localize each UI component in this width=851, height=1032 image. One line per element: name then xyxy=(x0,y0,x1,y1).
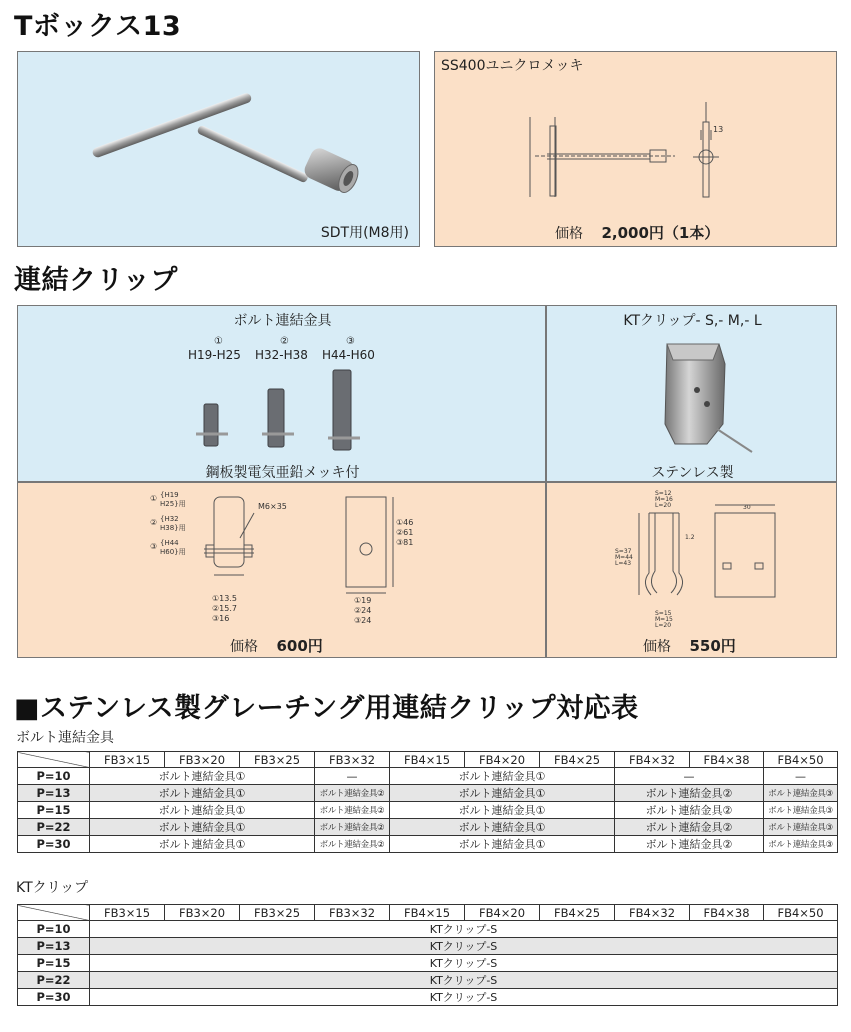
table-cell: ボルト連結金具② xyxy=(315,802,390,819)
bolt-dwg-d3: ③16 xyxy=(212,614,230,623)
tbox-material: SS400ユニクロメッキ xyxy=(441,58,584,74)
col-header: FB4×15 xyxy=(390,752,465,768)
bolt-dwg-h19: {H19 xyxy=(160,491,179,499)
bolt-dwg-d2: ②15.7 xyxy=(212,604,237,613)
row-label: P=10 xyxy=(18,768,90,785)
bolt-dwg-n1: ① xyxy=(150,494,158,503)
table-row xyxy=(18,785,838,802)
bolt-dwg-d1: ①13.5 xyxy=(212,594,237,603)
table-cell: ボルト連結金具② xyxy=(315,836,390,853)
table-cell: ボルト連結金具③ xyxy=(764,836,838,853)
table-cell: ボルト連結金具① xyxy=(90,836,315,853)
bolt-num-3: ③ xyxy=(346,336,355,347)
table-cell: ボルト連結金具① xyxy=(90,802,315,819)
bolt-price-value: 600円 xyxy=(276,637,323,655)
table-cell: KTクリップ-S xyxy=(90,955,838,972)
bolt-title: ボルト連結金具 xyxy=(233,313,332,329)
kt-finish: ステンレス製 xyxy=(651,465,734,481)
section-title-table: ■ステンレス製グレーチング用連結クリップ対応表 xyxy=(14,693,639,724)
table-cell: ボルト連結金具② xyxy=(615,836,764,853)
bolt-price-label: 価格 xyxy=(230,639,258,655)
section-title-clip: 連結クリップ xyxy=(14,265,178,296)
bolt-table-header xyxy=(18,752,838,768)
kt-dwg-s12: S=12 xyxy=(655,490,672,497)
kt-dwg-w30: 30 xyxy=(743,504,751,511)
table-corner xyxy=(18,905,90,921)
tbox-price xyxy=(555,222,719,243)
bolt-range-1: H19-H25 xyxy=(188,348,241,362)
tbox-spec-panel xyxy=(434,51,837,247)
table-row xyxy=(18,768,838,785)
row-label: P=10 xyxy=(18,921,90,938)
kt-dwg-l20: L=20 xyxy=(655,502,672,509)
tbox-price-label: 価格 xyxy=(555,226,583,242)
col-header: FB4×38 xyxy=(690,905,764,921)
bolt-dwg-h25: H25}用 xyxy=(160,500,186,508)
kt-drawing-panel xyxy=(546,482,837,658)
row-label: P=22 xyxy=(18,972,90,989)
col-header: FB3×20 xyxy=(165,905,240,921)
table-row xyxy=(18,802,838,819)
tbox-photo-caption: SDT用(M8用) xyxy=(320,225,409,241)
table-cell: ボルト連結金具① xyxy=(90,785,315,802)
table-corner xyxy=(18,752,90,768)
col-header: FB4×25 xyxy=(540,905,615,921)
table-row xyxy=(18,989,838,1006)
col-header: FB3×25 xyxy=(240,905,315,921)
table-cell: — xyxy=(615,768,764,785)
table-cell: — xyxy=(764,768,838,785)
table-cell: KTクリップ-S xyxy=(90,938,838,955)
t-wrench-image xyxy=(18,52,419,246)
bolt-finish: 鋼板製電気亜鉛メッキ付 xyxy=(205,465,360,481)
kt-dwg-m16: M=16 xyxy=(655,496,673,503)
row-label: P=30 xyxy=(18,989,90,1006)
kt-compat-table xyxy=(17,904,838,1006)
bolt-dwg-h38: H38}用 xyxy=(160,524,186,532)
tbox-price-value: 2,000円（1本） xyxy=(601,224,720,242)
col-header: FB4×50 xyxy=(764,752,838,768)
col-header: FB4×20 xyxy=(465,905,540,921)
bolt-dwg-w3: ③24 xyxy=(354,616,372,625)
kt-price-label: 価格 xyxy=(643,639,671,655)
col-header: FB4×25 xyxy=(540,752,615,768)
table-cell: ボルト連結金具① xyxy=(390,785,615,802)
section-title-tbox: Tボックス13 xyxy=(14,11,182,42)
bolt-range-2: H32-H38 xyxy=(255,348,308,362)
table-cell: ボルト連結金具① xyxy=(390,802,615,819)
bolt-photo-panel xyxy=(17,305,546,482)
col-header: FB3×25 xyxy=(240,752,315,768)
table-row xyxy=(18,836,838,853)
kt-drawing xyxy=(547,483,836,631)
row-label: P=22 xyxy=(18,819,90,836)
col-header: FB3×15 xyxy=(90,752,165,768)
row-label: P=15 xyxy=(18,802,90,819)
table-cell: KTクリップ-S xyxy=(90,921,838,938)
bolt-drawing xyxy=(18,483,545,631)
col-header: FB3×32 xyxy=(315,905,390,921)
table-cell: ボルト連結金具③ xyxy=(764,802,838,819)
table-cell: ボルト連結金具② xyxy=(615,802,764,819)
table-cell: ボルト連結金具① xyxy=(90,768,315,785)
bolt-dwg-r2: ②61 xyxy=(396,528,414,537)
kt-table-label: KTクリップ xyxy=(16,880,89,896)
bolt-dwg-h44: {H44 xyxy=(160,539,179,547)
bolt-num-2: ② xyxy=(280,336,289,347)
bolt-num-1: ① xyxy=(214,336,223,347)
col-header: FB4×38 xyxy=(690,752,764,768)
row-label: P=13 xyxy=(18,938,90,955)
bolt-dwg-n2: ② xyxy=(150,518,158,527)
kt-price-value: 550円 xyxy=(689,637,736,655)
bolt-dwg-w1: ①19 xyxy=(354,596,372,605)
table-cell: KTクリップ-S xyxy=(90,989,838,1006)
table-cell: ボルト連結金具② xyxy=(315,785,390,802)
tbox-photo-panel xyxy=(17,51,420,247)
table-cell: ボルト連結金具③ xyxy=(764,785,838,802)
bolt-dwg-h60: H60}用 xyxy=(160,548,186,556)
table-cell: ボルト連結金具① xyxy=(90,819,315,836)
bolt-range-3: H44-H60 xyxy=(322,348,375,362)
table-row xyxy=(18,938,838,955)
bolt-dwg-r1: ①46 xyxy=(396,518,414,527)
kt-photo-panel xyxy=(546,305,837,482)
col-header: FB4×32 xyxy=(615,752,690,768)
table-row xyxy=(18,955,838,972)
bolt-table-label: ボルト連結金具 xyxy=(16,730,114,746)
kt-dwg-l20b: L=20 xyxy=(655,622,672,629)
bolt-price xyxy=(230,635,323,656)
row-label: P=30 xyxy=(18,836,90,853)
kt-dwg-s37: S=37 xyxy=(615,548,632,555)
tbox-dim-13: 13 xyxy=(713,125,724,134)
bolt-dwg-m6: M6×35 xyxy=(258,502,287,511)
table-cell: ボルト連結金具② xyxy=(315,819,390,836)
table-cell: ボルト連結金具① xyxy=(390,836,615,853)
bolt-dwg-n3: ③ xyxy=(150,542,158,551)
table-cell: ボルト連結金具② xyxy=(615,785,764,802)
col-header: FB4×20 xyxy=(465,752,540,768)
table-row xyxy=(18,972,838,989)
bolt-dwg-h32: {H32 xyxy=(160,515,179,523)
col-header: FB3×15 xyxy=(90,905,165,921)
table-cell: ボルト連結金具② xyxy=(615,819,764,836)
bolt-drawing-panel xyxy=(17,482,546,658)
kt-dwg-s15: S=15 xyxy=(655,610,672,617)
row-label: P=13 xyxy=(18,785,90,802)
table-cell: — xyxy=(315,768,390,785)
kt-dwg-m44: M=44 xyxy=(615,554,633,561)
bolt-dwg-w2: ②24 xyxy=(354,606,372,615)
table-row xyxy=(18,819,838,836)
col-header: FB3×20 xyxy=(165,752,240,768)
col-header: FB4×50 xyxy=(764,905,838,921)
table-cell: ボルト連結金具③ xyxy=(764,819,838,836)
table-cell: KTクリップ-S xyxy=(90,972,838,989)
kt-dwg-l43: L=43 xyxy=(615,560,632,567)
col-header: FB3×32 xyxy=(315,752,390,768)
table-cell: ボルト連結金具① xyxy=(390,819,615,836)
table-cell: ボルト連結金具① xyxy=(390,768,615,785)
kt-clip-image xyxy=(547,334,836,454)
kt-dwg-thk: 1.2 xyxy=(685,534,695,541)
table-row xyxy=(18,921,838,938)
bolt-clips-image xyxy=(18,364,545,474)
bolt-dwg-r3: ③81 xyxy=(396,538,414,547)
tbox-drawing xyxy=(435,82,836,242)
row-label: P=15 xyxy=(18,955,90,972)
bolt-compat-table xyxy=(17,751,838,853)
kt-price xyxy=(643,635,736,656)
kt-dwg-m15: M=15 xyxy=(655,616,673,623)
col-header: FB4×32 xyxy=(615,905,690,921)
col-header: FB4×15 xyxy=(390,905,465,921)
kt-title: KTクリップ- S,- M,- L xyxy=(623,313,762,329)
kt-table-header xyxy=(18,905,838,921)
